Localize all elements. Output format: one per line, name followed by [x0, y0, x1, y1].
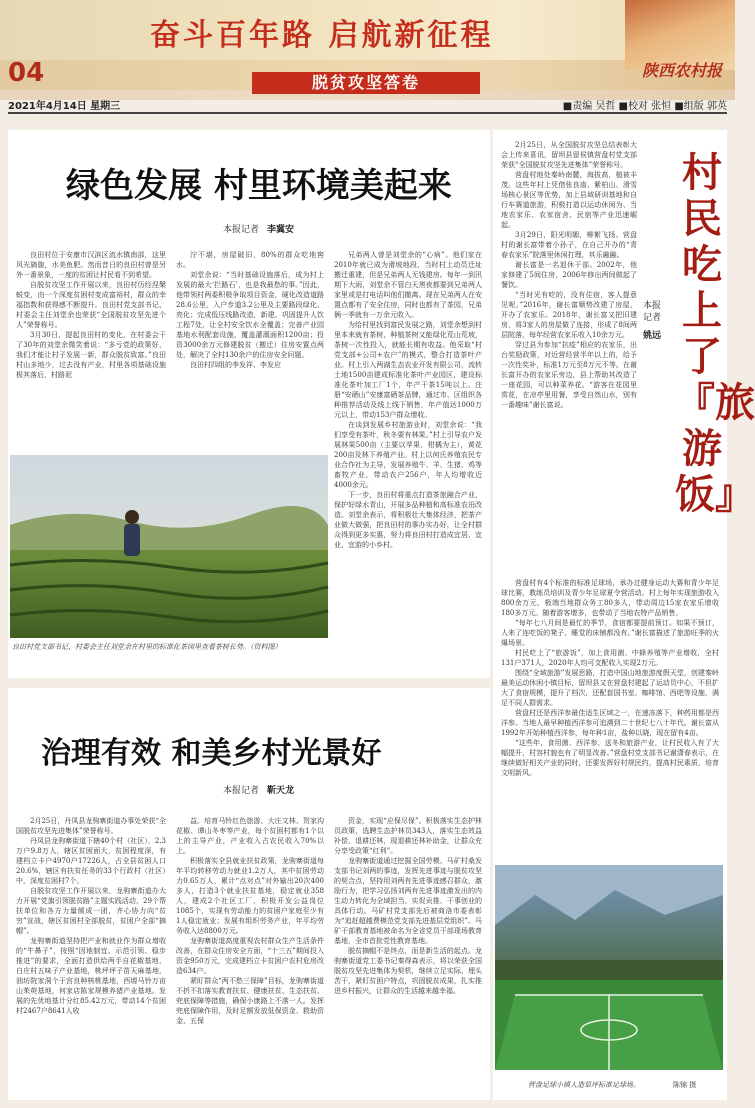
paragraph: 兄弟两人曾是刘堂余的“心病”。他们家在2010年就已成为滑坡地段，当时村上动员迁址搬迁重建，但是兄弟两人无钱建房。每年一到汛期下大雨，刘堂余不管白天黑夜都要到兄弟两人家里或是打电话叫他们撤离。现在兄弟两人在安置点都有了安全住房，同时也都有了茶园，兄弟俩一季就有一万余元收入。	[334, 251, 482, 319]
byline-label: 本报记者	[643, 301, 662, 323]
paragraph: 良田村位于安康市汉滨区流水镇南部，这里风光旖旎，水美鱼肥。然而昔日的良田村曾是另外一番景象，一度的贫困让村民看不到希望。	[16, 251, 166, 279]
paragraph: 在谈到发展乡村旅游业时，刘堂余说：“我们享受有茶叶，秋冬要有林果。”村上引导农户发展林果500亩（主要以苹果、柑橘为主），黄花200亩及林下养殖产业。村上以何氏养殖农民专业合作社为主导，发展养殖牛、羊、生猪、鸡等畜牧产业，带动农户256户，年人均增收近4000余元。	[334, 421, 482, 489]
paragraph: 龙驹寨街道坚持把产业和就业作为群众增收的“牛鼻子”，按照“因地制宜、示范引领、稳步推进”的要求，全面打造供给两手自花椒基地，白庄村五味子产业基地，桃坪坪子苗天麻基地，油坊院家洞个于宫良种核桃基地，西塬马铃万亩山茱萸基地，何家店陈家规模养猪产业基地。发展的先优地基计分红85.42万元，带动14个贫困村2467户8641人收	[16, 937, 166, 1015]
article-column-1	[16, 816, 166, 1096]
paragraph: 2月25日，丹凤县龙驹寨街道办事处荣获“全国脱贫攻坚先进集体”荣誉称号。	[16, 817, 166, 835]
paragraph: 谢长富是一名退休干部。2002年，他家修建了5间住房，2006年修出两间做起了餐饮。	[501, 261, 637, 289]
article-column-3	[334, 816, 482, 1096]
paragraph: 丹凤县龙驹寨街道下辖40个村（社区），2.3万户9.8万人，辖区贫困面大，贫困程度深，有建档立卡户4970户17226人，占全县贫困人口20.6%，辖区有扶贫任务的33个行政村（社区）中，深度贫困村7个。	[16, 837, 166, 885]
paragraph: 自脱贫攻坚工作开展以来，良田村历经涅槃蜕变，由一个深度贫困村变成富裕村，群众的幸福指数和获得感不断提升。良田村党支部书记、村委会主任刘堂余也荣获“全国脱贫攻坚先进个人”荣誉称号。	[16, 281, 166, 329]
article-byline	[223, 222, 294, 235]
paragraph: 2月25日，从全国脱贫攻坚总结表彰大会上传来喜讯，留坝县留侯镇营盘村党支部荣获“全国脱贫攻坚先进集体”荣誉称号。	[501, 141, 637, 169]
editor-credits: ■责编 吴哲 ■校对 张恒 ■组版 郭英	[562, 101, 727, 112]
article-column-2	[176, 250, 324, 430]
photo-caption: 良田村党支部书记、村委会主任刘堂余在村里的标准化茶园里查看茶树长势。（资料图）	[12, 643, 282, 651]
paragraph: 益。培育马铃红色旅游、大庄文林、贺家沟花椒、谭山冬枣等产业，每个贫困村都有1个以上的主导产业，产业收入占农民收入70%以上。	[176, 817, 324, 855]
byline-label: 本报记者	[223, 786, 260, 796]
paper-logo: 陕西农村报	[642, 61, 723, 80]
article-headline-vertical: 村民吃上了『旅游饭』	[675, 149, 755, 518]
football-field-photo	[495, 865, 723, 1070]
article-green-development	[8, 130, 490, 678]
photo-credit: 陈锦 摄	[673, 1081, 697, 1089]
paragraph: 泞不堪，房屋破旧，80%的群众吃地窖水。	[176, 251, 324, 269]
page-number: 04	[8, 58, 45, 88]
paragraph: 脱贫摘帽不是终点，而是新生活的起点。龙驹寨街道党工委书记秦得森表示，将以荣获全国脱贫攻坚先进集体为契机，继续立足实际、埋头苦干，紧盯贫困户特点，巩固脱贫成果，扎实推进乡村振兴，让群众的生活越来越幸福。	[334, 947, 482, 995]
article-headline: 绿色发展 村里环境美起来	[66, 166, 452, 206]
paragraph: 围绕“全域旅游”发展思路，打造中国山地旅游度假天堂，创建秦岭最美运动休闲小镇目标，留坝县又在营盘村建起了运动员中心，不但扩大了食宿规模，提升了档次，还配套国书室、咖啡馆、西吧等设施，满足不同人群需求。	[501, 669, 719, 707]
paragraph: 刘堂余说：“当时基础设施落后，成为村上发展的最大‘拦路石’，也是我最愁的事。”因此，他带领村两委积极争取项目资金，硬化改造道路28.6公里，入户步道3.2公里及主要路段绿化、亮化；完成低压线路改造，新建、巩固提升人饮工程7处，让全村安全饮水全覆盖；完善产业园基地水利配套设施，覆盖灌溉面积1200亩；投资3000余万元修建脱贫（搬迁）住房安置点两处，解决了全村130余户的住房安全问题。	[176, 271, 324, 359]
paragraph: 龙驹寨街道高度重视农村群众生产生活条件改善，在群众住房安全方面，“十三五”期间投入资金950万元，完成建档立卡贫困户农村危房改造634户。	[176, 937, 324, 975]
article-column-2	[176, 816, 324, 1096]
paragraph: “每年七八月间是最忙的季节，食宿都要提前预订。如果不预订，人来了连吃饭的凳子、睡觉的床铺都没有。”谢长富描述了旅游旺季的火爆场景。	[501, 619, 719, 647]
paragraph: 自脱贫攻坚工作开展以来，龙驹寨街道办大力开展“党旗引领脱贫路”主题实践活动，29个帮扶单位和各方力量倾成一团，齐心协力向“贫穷”宣战，辖区贫困村全部脱贫，贫困户全部“摘帽”。	[16, 887, 166, 935]
paragraph: 3月29日，阳光明媚，柳絮飞扬。营盘村的谢长富带着小孙子，在自己开办的“青春农家乐”院落里休闲打理，其乐融融。	[501, 231, 637, 259]
paragraph: 营盘村地处秦岭南麓，海拔高，植被丰茂。这些年村上凭借张良庙、紫柏山、滑雪场核心景区等优势，加上县域研训基地和自行车赛道旅游，积极打造以运动休闲为、当地农家乐、农家宿舍、民宿等产业迅速崛起。	[501, 171, 637, 229]
article-column-1	[16, 250, 166, 400]
paragraph: “当时光有吃的，没有住宿，客人提意见呢。”2016年，谢长富顺势改建了房屋，开办了农家乐。2018年，谢长富又把旧建房，将3家人的房屋做了连接，形成了8间两层院落，每年经营农家乐收入10余万元。	[501, 291, 637, 339]
tea-garden-image	[10, 455, 328, 638]
article-byline-vertical	[643, 300, 661, 342]
photo-caption: 营盘足球小镇人造草坪标准足球场。	[528, 1081, 640, 1089]
paragraph: 营盘村有4个标准的标准足球场，承办过健身运动大赛和青少年足球比赛，教练员培训及青少年足球夏令营活动。村上每年实现旅游收入800余万元，极端当地群众务工80多人，带动周边15家农家乐增收180多万元。随着游客增多，也带动了当地农特产品销售。	[501, 579, 719, 617]
paragraph: 龙驹寨街道通过挖掘全国劳模、马矿村桑发支部书记刘两的事迹，发挥先进事迹与脱贫攻坚的契合点，坚持用刘两有先进事迹感召群众，激励行为，把学习弘扬刘两有先进事迹激发出的内生动力转化为全域担当、实促贡推、干事创业的具体行动。马矿村党支部先后被商洛市委表彰为“追赶超越费模范党支部先进基层党组织”。马矿干部教育基地被命名为全省党员干部现场教育基地，全市首批党性教育基地。	[334, 857, 482, 945]
article-byline	[223, 783, 294, 796]
paragraph: 良田村四组的李发祥、李发应	[190, 361, 281, 369]
masthead-divider	[8, 112, 727, 114]
masthead-slogan: 奋斗百年路 启航新征程	[150, 18, 494, 53]
tea-garden-photo	[10, 455, 328, 638]
paragraph: 3月30日，提起良田村的变化，在村委会干了30年的刘堂余微笑着说：“多亏党的政策好，我们才能让村子发展一新，群众脱贫致富。”良田村山多地少，过去没有产业，村里各项基础设施极其落后，村路泥	[16, 331, 166, 379]
article-column-2	[501, 578, 719, 808]
section-title: 脱贫攻坚答卷	[252, 72, 480, 94]
byline-name: 李冀安	[267, 225, 295, 235]
article-headline: 治理有效 和美乡村光景好	[41, 736, 382, 771]
issue-date: 2021年4月14日 星期三	[8, 101, 121, 112]
paragraph: 营盘村还是西洋参最佳适生区域之一，在速冻落下，种药用都是西洋参。当地人最早种植西洋参可追溯到二十世纪七八十年代。谢长富从1992年开始种植西洋参，每年种1亩，盐种以晓，现在留有4亩。	[501, 709, 719, 737]
paragraph: “这些年，食用菌、西洋参、送冬和旅游产业，让村民收入有了大幅提升，村容村貌也有了明显改善。”营盘村党支部书记谢潇春表示，在继续做好相关产业的同时，还要发挥好村规民约，提高村民素质，培育文明新风。	[501, 739, 719, 777]
byline-name: 靳天龙	[267, 786, 295, 796]
football-field-image	[495, 865, 723, 1070]
paragraph: 资金，实现“应保尽保”。积极落实生态护林员政策，选聘生态护林员343人，落实生态效益补偿、退耕还林，现退耕还林补助金，让群众充分享受政策“红利”。	[334, 817, 482, 855]
byline-name: 姚远	[643, 331, 662, 341]
article-effective-governance	[8, 688, 490, 1100]
paragraph: 积极落实全县就业扶贫政策，龙驹寨街道每年平均转移劳动力就业1.2万人，其中贫困劳动力0.65万人，累计“点对点”对外输出20次400多人，打造3个就业扶贫基地，稳定就业358人，建成2个社区工厂，积极开发公益岗位1085个，实现有劳动能力的贫困户家庭至少有1人稳定就业；发展有组织劳务产业，年平均劳务收入达8800万元。	[176, 857, 324, 935]
byline-label: 本报记者	[223, 225, 260, 235]
paragraph: 村民吃上了“旅游饭”，加上食用菌、中蜂养殖等产业增收，全村131户371人，2020年人均可支配收入实现2万元。	[501, 649, 719, 667]
paragraph: 紧盯群众“两不愁三保障”目标，龙驹寨街道不折不扣落实教育扶贫、健康扶贫、生态扶贫、兜底保障等措施，确保小康路上不落一人。发挥兜底保障作用，及时足额发放低保资金、救助资金、五保	[176, 977, 324, 1025]
article-column-3	[334, 250, 482, 668]
paragraph: 为给村里找到富民发展之路，刘堂余想到村里本来就有茶树，种植茶树又能绿化荒山荒坡，茶树一次性投入，就能长期有收益。他采取“村党支部+公司+农户”的模式，整合打造茶叶产业。村上引入两湖生态农业开发有限公司，流转土地1500亩建成标准化茶叶产业园区，建设标准化茶叶加工厂1个，年产干茶15吨以上。注册“安硒山”安康富硒茶品牌，通过市、区组织各种推荐活动及线上线下销售，年产值达1000万元以上，带动153户群众增收。	[334, 321, 482, 419]
paragraph: 穿过县为参加“抗疫”相应的农家乐，出台奖励政策，对近营经营半年以上的，给予一次性奖补，标准1万元至8万元不等。在谢长富开办的农家乐旁边，县上帮助其改造了一座花园，可以种菜养花。“游客在花园里赏花，在凉亭里用餐，享受自然山水，别有一番趣味”谢长富说。	[501, 341, 637, 409]
paragraph: 下一步，良田村将重点打造茶旅融合产业，保护好绿水青山，开展多品种植和高标准农田改造。刘堂余表示，将积极壮大集体经济，把茶产业做大做强，把良田村的事办实办好，让全村群众得到更多实惠，努力将良田村打造成宜居、宜业、宜游的小乡村。	[334, 491, 482, 549]
